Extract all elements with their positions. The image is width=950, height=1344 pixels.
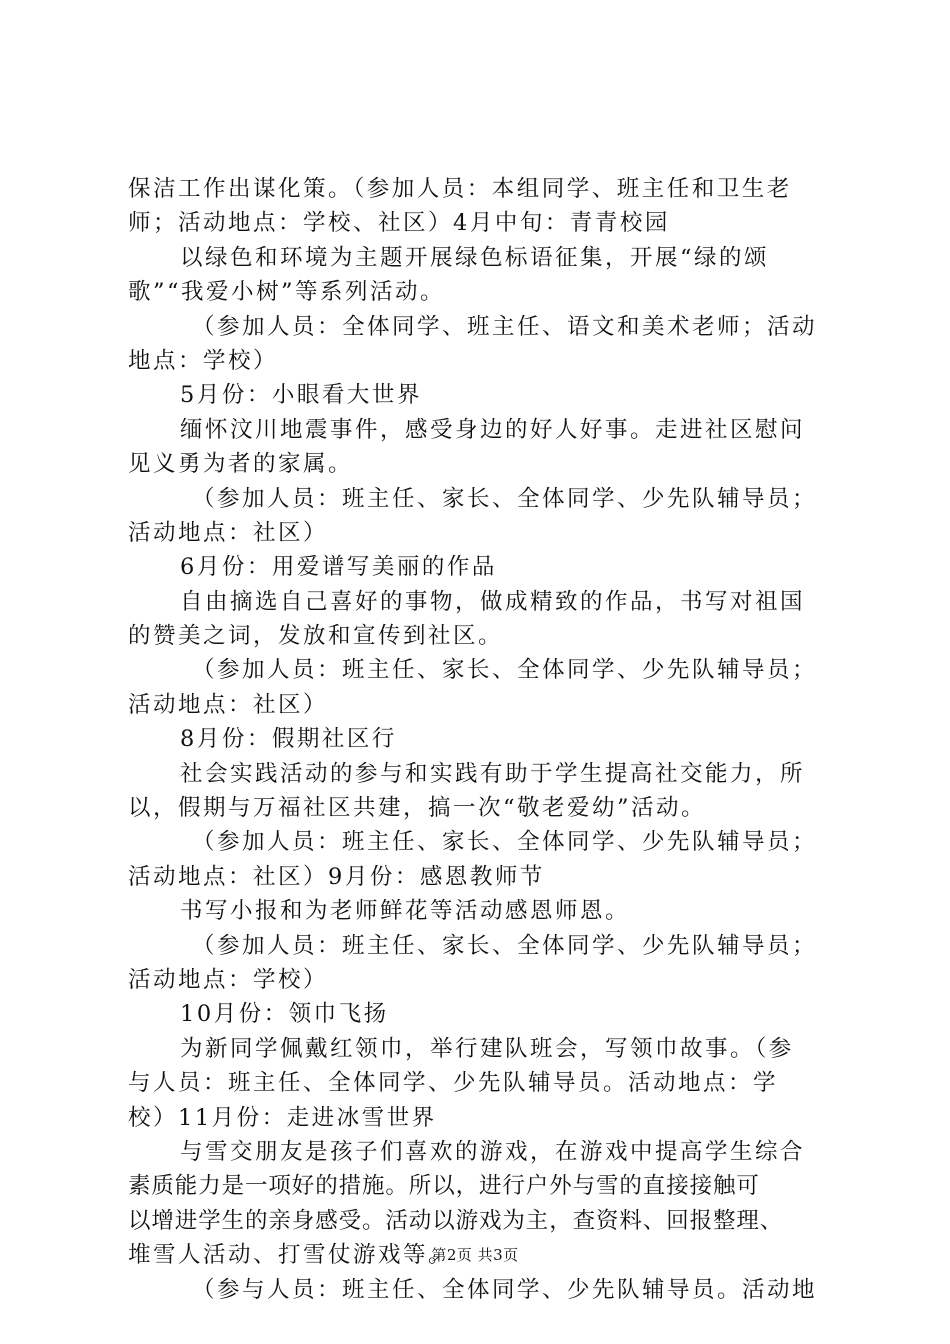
text-line: （参与人员：班主任、全体同学、少先队辅导员。活动地 <box>192 1276 818 1303</box>
text-line: 与人员：班主任、全体同学、少先队辅导员。活动地点：学 <box>128 1070 779 1097</box>
section-heading: 5月份：小眼看大世界 <box>180 382 422 409</box>
text-line: 以增进学生的亲身感受。活动以游戏为主，查资料、回报整理、 <box>128 1207 784 1234</box>
text-line: 地点：学校） <box>128 347 279 374</box>
section-heading: 6月份：用爱谱写美丽的作品 <box>180 554 497 581</box>
text-line: 的赞美之词，发放和宣传到社区。 <box>128 623 504 650</box>
section-heading: 10月份：领巾飞扬 <box>180 1001 389 1028</box>
section-heading: 8月份：假期社区行 <box>180 726 397 753</box>
text-line: 素质能力是一项好的措施。所以，进行户外与雪的直接接触可 <box>128 1173 760 1200</box>
text-line: 保洁工作出谋化策。（参加人员：本组同学、班主任和卫生老 <box>128 176 792 202</box>
page-number-footer: 第2页 共3页 <box>431 1246 519 1264</box>
text-line: 师；活动地点：学校、社区）4月中旬：青青校园 <box>128 210 670 237</box>
text-line: 见义勇为者的家属。 <box>128 451 354 478</box>
text-line: （参加人员：班主任、家长、全体同学、少先队辅导员； <box>192 485 818 512</box>
text-line: 活动地点：学校） <box>128 966 329 993</box>
text-line: 与雪交朋友是孩子们喜欢的游戏，在游戏中提高学生综合 <box>180 1138 806 1165</box>
text-line: （参加人员：全体同学、班主任、语文和美术老师；活动 <box>192 313 818 340</box>
text-line: 堆雪人活动、打雪仗游戏等。 <box>128 1242 454 1269</box>
text-line: （参加人员：班主任、家长、全体同学、少先队辅导员； <box>192 932 818 959</box>
text-line: 活动地点：社区）9月份：感恩教师节 <box>128 863 545 890</box>
text-line: 社会实践活动的参与和实践有助于学生提高社交能力，所 <box>180 760 806 787</box>
text-line: 书写小报和为老师鲜花等活动感恩师恩。 <box>180 898 631 925</box>
text-line: 校）11月份：走进冰雪世界 <box>128 1104 437 1131</box>
text-line: 为新同学佩戴红领巾，举行建队班会，写领巾故事。（参 <box>180 1035 794 1062</box>
text-line: 以绿色和环境为主题开展绿色标语征集，开展“绿的颂 <box>180 244 770 271</box>
text-line: 缅怀汶川地震事件，感受身边的好人好事。走进社区慰问 <box>180 416 806 443</box>
text-line: （参加人员：班主任、家长、全体同学、少先队辅导员； <box>192 829 818 856</box>
document-body <box>128 172 843 1307</box>
text-line: （参加人员：班主任、家长、全体同学、少先队辅导员； <box>192 657 818 684</box>
text-line: 活动地点：社区） <box>128 519 329 546</box>
text-line: 活动地点：社区） <box>128 691 329 718</box>
text-line: 以，假期与万福社区共建，搞一次“敬老爱幼”活动。 <box>128 795 707 822</box>
text-line: 歌”“我爱小树”等系列活动。 <box>128 279 446 306</box>
text-line: 自由摘选自己喜好的事物，做成精致的作品，书写对祖国 <box>180 588 806 615</box>
